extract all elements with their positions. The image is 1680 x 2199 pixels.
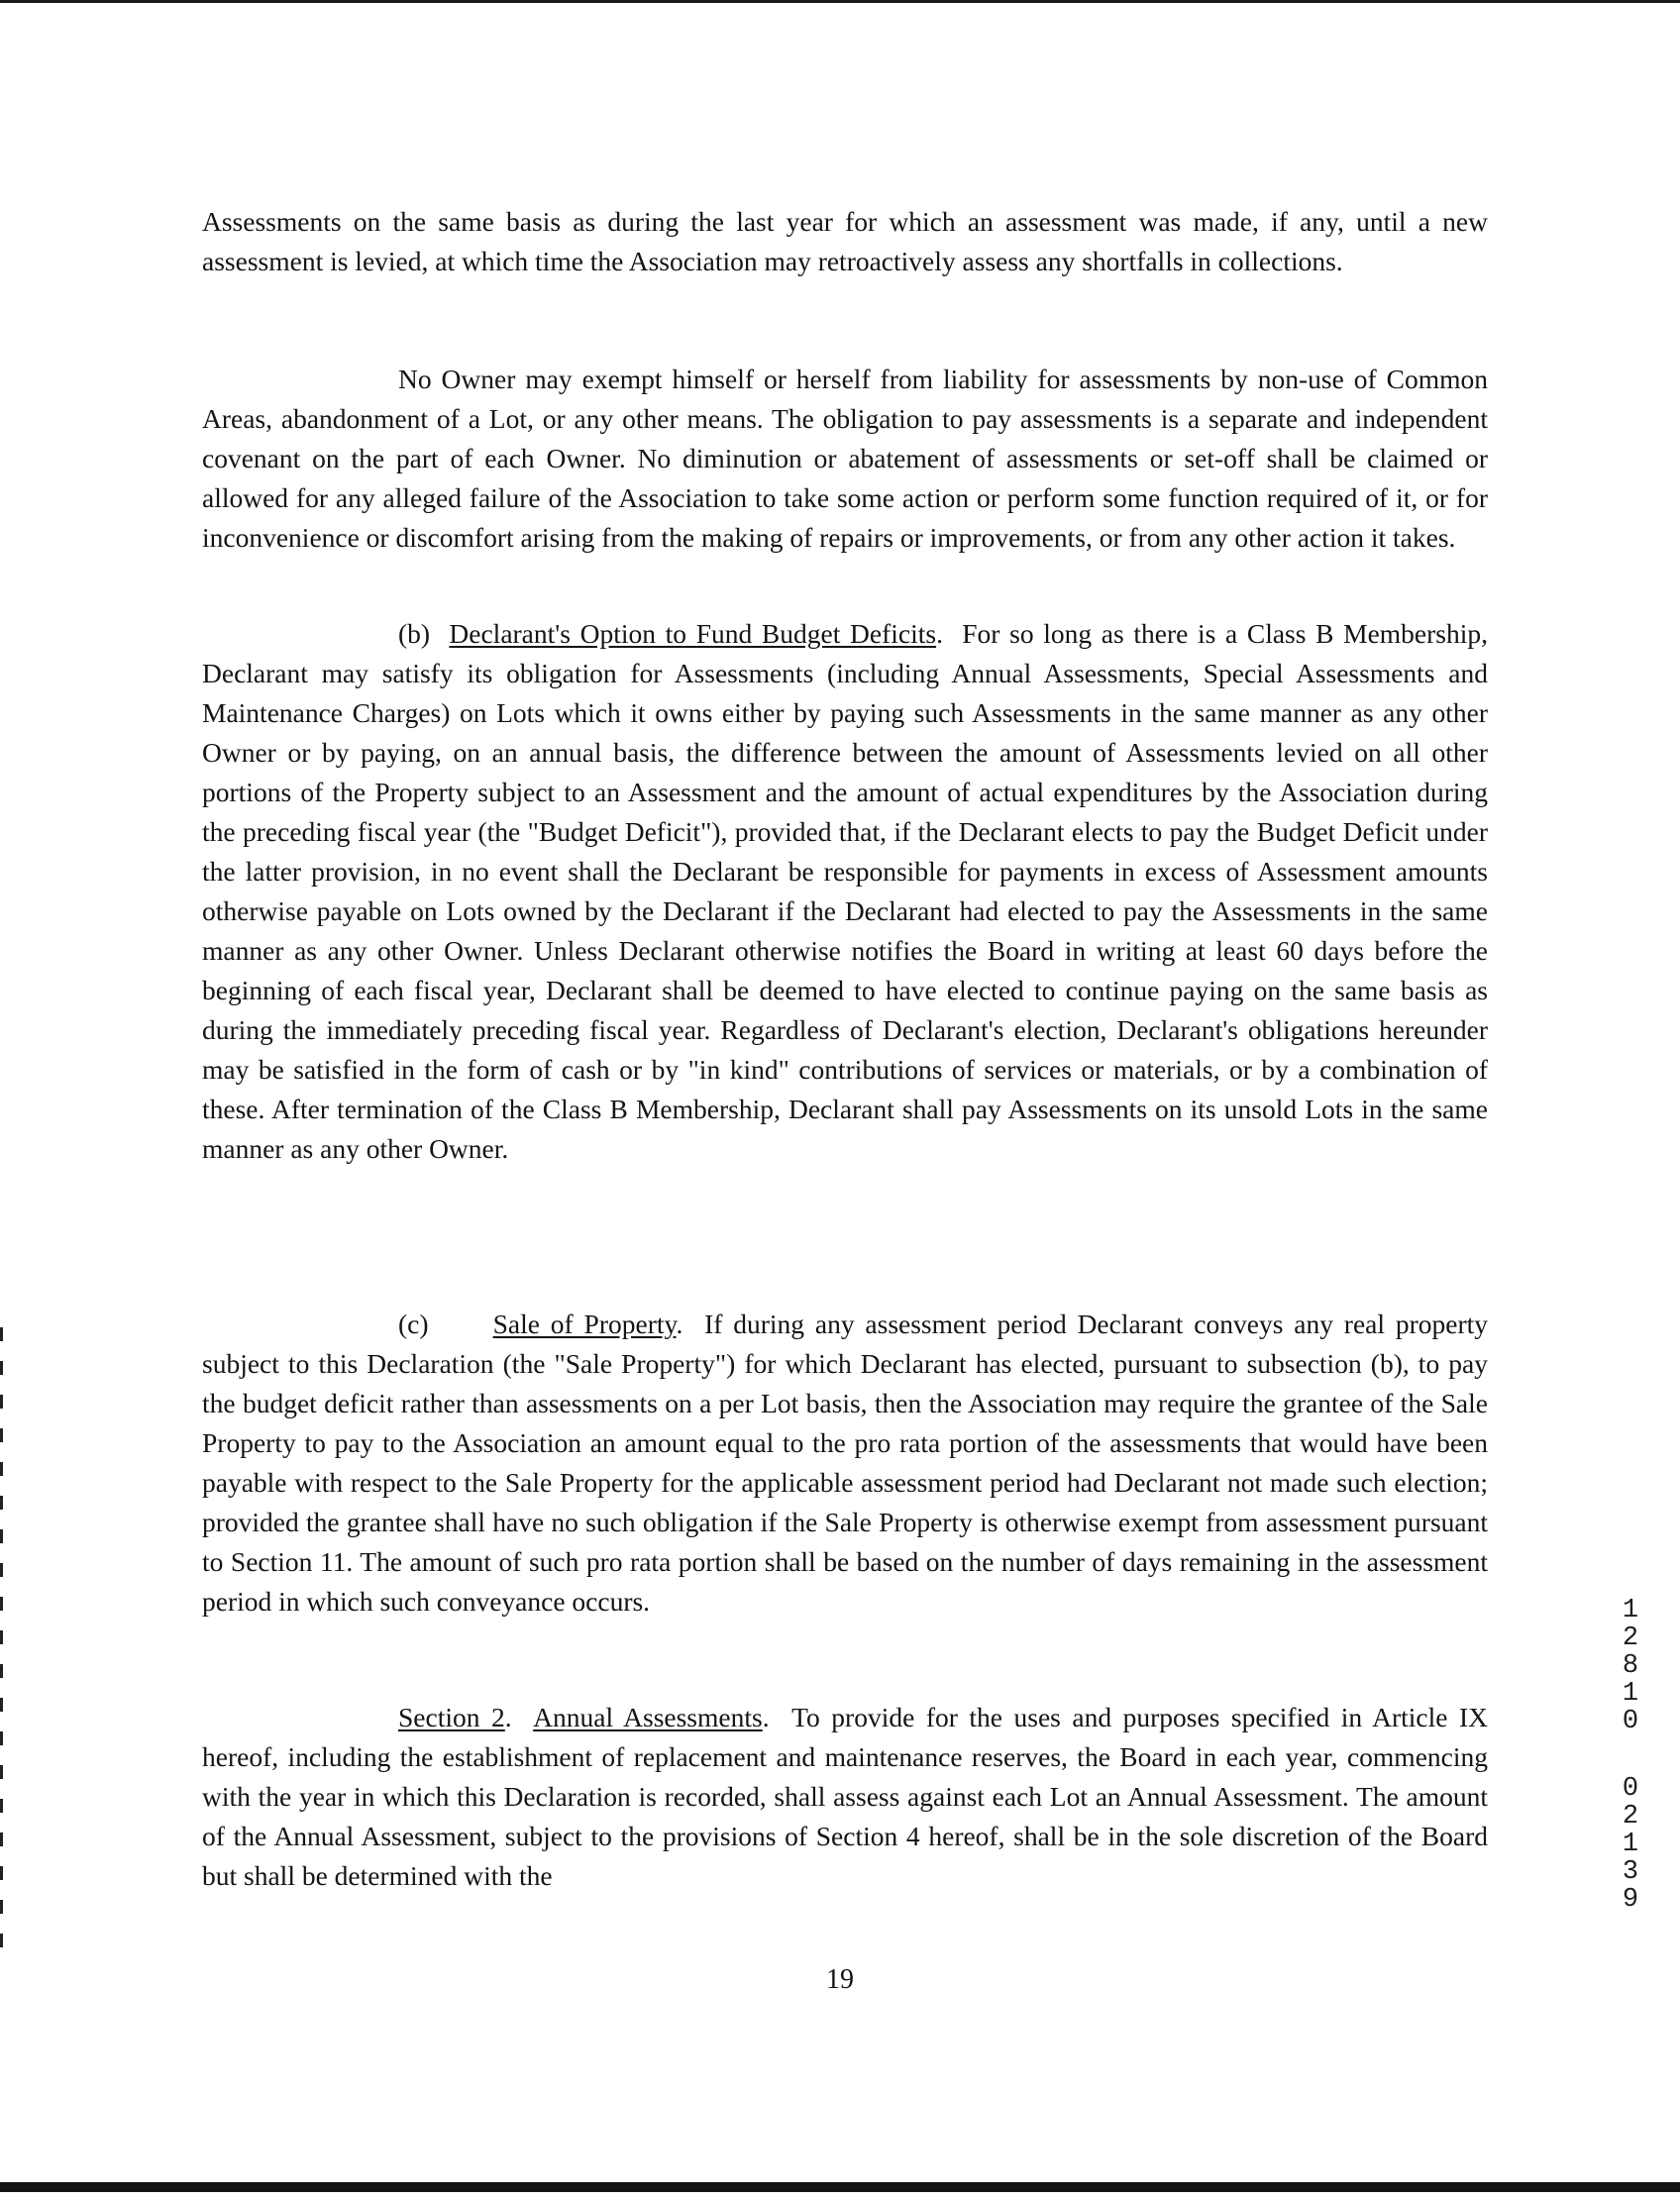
stamp-digit: 1 (1622, 1830, 1639, 1859)
stamp-digit: 0 (1622, 1707, 1639, 1736)
paragraph-annual-assessments: Section 2. Annual Assessments. To provide for the uses and purposes specified in Article IX hereof, including the establishment of replacement and maintenance reserves, the Board in each year, commencing with the year in which this Declaration is recorded, shall assess against each Lot an Annual Assessment. The amount of the Annual Assessment, subject to the provisions of Section 4 hereof, shall be in the sole discretion of the Board but shall be determined with the (202, 1702, 1488, 1891)
paragraph-owner-exemption (202, 360, 1488, 558)
section-2-label: Section 2 (398, 1702, 505, 1732)
subsection-c-label: (c) (398, 1309, 429, 1339)
stamp-digit: 8 (1622, 1651, 1639, 1681)
subsection-c-heading: Sale of Property (492, 1309, 677, 1339)
stamp-digit: 1 (1622, 1679, 1639, 1709)
scan-edge-marks (0, 1327, 3, 1961)
stamp-digit: 3 (1622, 1857, 1639, 1887)
subsection-b-heading: Declarant's Option to Fund Budget Deficits (449, 618, 937, 649)
top-border (0, 0, 1680, 3)
stamp-digit: 2 (1622, 1623, 1639, 1653)
paragraph-declarant-option: (b) Declarant's Option to Fund Budget Deficits. For so long as there is a Class B Membership, Declarant may satisfy its obligation for Assessments (including Annual Assessments, Special Assessments and Maintenance Charges) on Lots which it owns either by paying such Assessments in the same manner as any other Owner or by paying, on an annual basis, the difference between the amount of Assessments levied on all other portions of the Property subject to an Assessment and the amount of actual expenditures by the Association during the preceding fiscal year (the "Budget Deficit"), provided that, if the Declarant elects to pay the Budget Deficit under the latter provision, in no event shall the Declarant be responsible for payments in excess of Assessment amounts otherwise payable on Lots owned by the Declarant if the Declarant had elected to pay the Assessments in the same manner as any other Owner. Unless Declarant otherwise notifies the Board in writing at least 60 days before the beginning of each fiscal year, Declarant shall be deemed to have elected to continue paying on the same basis as during the immediately preceding fiscal year. Regardless of Declarant's election, Declarant's obligations hereunder may be satisfied in the form of cash or by "in kind" contributions of services or materials, or by a combination of these. After termination of the Class B Membership, Declarant shall pay Assessments on its unsold Lots in the same manner as any other Owner. (202, 618, 1488, 1164)
stamp-digit: 9 (1622, 1885, 1639, 1915)
subsection-b-body: For so long as there is a Class B Membership, Declarant may satisfy its obligation for Assessments (including Annual Assessments, Special Assessments and Maintenance Charges) on Lots which it owns either by paying such Assessments in the same manner as any other Owner or by paying, on an annual basis, the difference between the amount of Assessments levied on all other portions of the Property subject to an Assessment and the amount of actual expenditures by the Association during the preceding fiscal year (the "Budget Deficit"), provided that, if the Declarant elects to pay the Budget Deficit under the latter provision, in no event shall the Declarant be responsible for payments in excess of Assessment amounts otherwise payable on Lots owned by the Declarant if the Declarant had elected to pay the Assessments in the same manner as any other Owner. Unless Declarant otherwise notifies the Board in writing at least 60 days before the beginning of each fiscal year, Declarant shall be deemed to have elected to continue paying on the same basis as during the immediately preceding fiscal year. Regardless of Declarant's election, Declarant's obligations hereunder may be satisfied in the form of cash or by "in kind" contributions of services or materials, or by a combination of these. After termination of the Class B Membership, Declarant shall pay Assessments on its unsold Lots in the same manner as any other Owner. (202, 618, 1488, 1164)
recording-stamp (1614, 1597, 1647, 1914)
recording-stamp-part-2 (1614, 1775, 1647, 1914)
paragraph-assessments-basis (202, 202, 1488, 281)
subsection-b-label: (b) (398, 618, 431, 649)
recording-stamp-part-1 (1614, 1597, 1647, 1735)
section-2-heading: Annual Assessments (533, 1702, 763, 1732)
page-number: 19 (826, 1964, 854, 1995)
stamp-spacer (1614, 1735, 1647, 1775)
section-2-body: To provide for the uses and purposes specified in Article IX hereof, including the establishment of replacement and maintenance reserves, the Board in each year, commencing with the year in which this Declaration is recorded, shall assess against each Lot an Annual Assessment. The amount of the Annual Assessment, subject to the provisions of Section 4 hereof, shall be in the sole discretion of the Board but shall be determined with the (202, 1702, 1488, 1891)
paragraph-1-text: Assessments on the same basis as during the last year for which an assessment was made, if any, until a new assessment is levied, at which time the Association may retroactively assess any shortfalls in collections. (202, 206, 1488, 276)
paragraph-sale-of-property: (c) Sale of Property. If during any assessment period Declarant conveys any real property subject to this Declaration (the "Sale Property") for which Declarant has elected, pursuant to subsection (b), to pay the budget deficit rather than assessments on a per Lot basis, then the Association may require the grantee of the Sale Property to pay to the Association an amount equal to the pro rata portion of the assessments that would have been payable with respect to the Sale Property for the applicable assessment period had Declarant not made such election; provided the grantee shall have no such obligation if the Sale Property is otherwise exempt from assessment pursuant to Section 11. The amount of such pro rata portion shall be based on the number of days remaining in the assessment period in which such conveyance occurs. (202, 1309, 1489, 1617)
subsection-c-body: If during any assessment period Declarant conveys any real property subject to this Declaration (the "Sale Property") for which Declarant has elected, pursuant to subsection (b), to pay the budget deficit rather than assessments on a per Lot basis, then the Association may require the grantee of the Sale Property to pay to the Association an amount equal to the pro rata portion of the assessments that would have been payable with respect to the Sale Property for the applicable assessment period had Declarant not made such election; provided the grantee shall have no such obligation if the Sale Property is otherwise exempt from assessment pursuant to Section 11. The amount of such pro rata portion shall be based on the number of days remaining in the assessment period in which such conveyance occurs. (202, 1309, 1489, 1617)
stamp-digit: 2 (1622, 1802, 1639, 1832)
paragraph-2-text: No Owner may exempt himself or herself from liability for assessments by non-use of Common Areas, abandonment of a Lot, or any other means. The obligation to pay assessments is a separate and independent covenant on the part of each Owner. No diminution or abatement of assessments or set-off shall be claimed or allowed for any alleged failure of the Association to take some action or perform some function required of it, or for inconvenience or discomfort arising from the making of repairs or improvements, or from any other action it takes. (202, 364, 1488, 553)
stamp-digit: 0 (1622, 1774, 1639, 1804)
bottom-border (0, 2182, 1680, 2192)
stamp-digit: 1 (1622, 1596, 1639, 1625)
